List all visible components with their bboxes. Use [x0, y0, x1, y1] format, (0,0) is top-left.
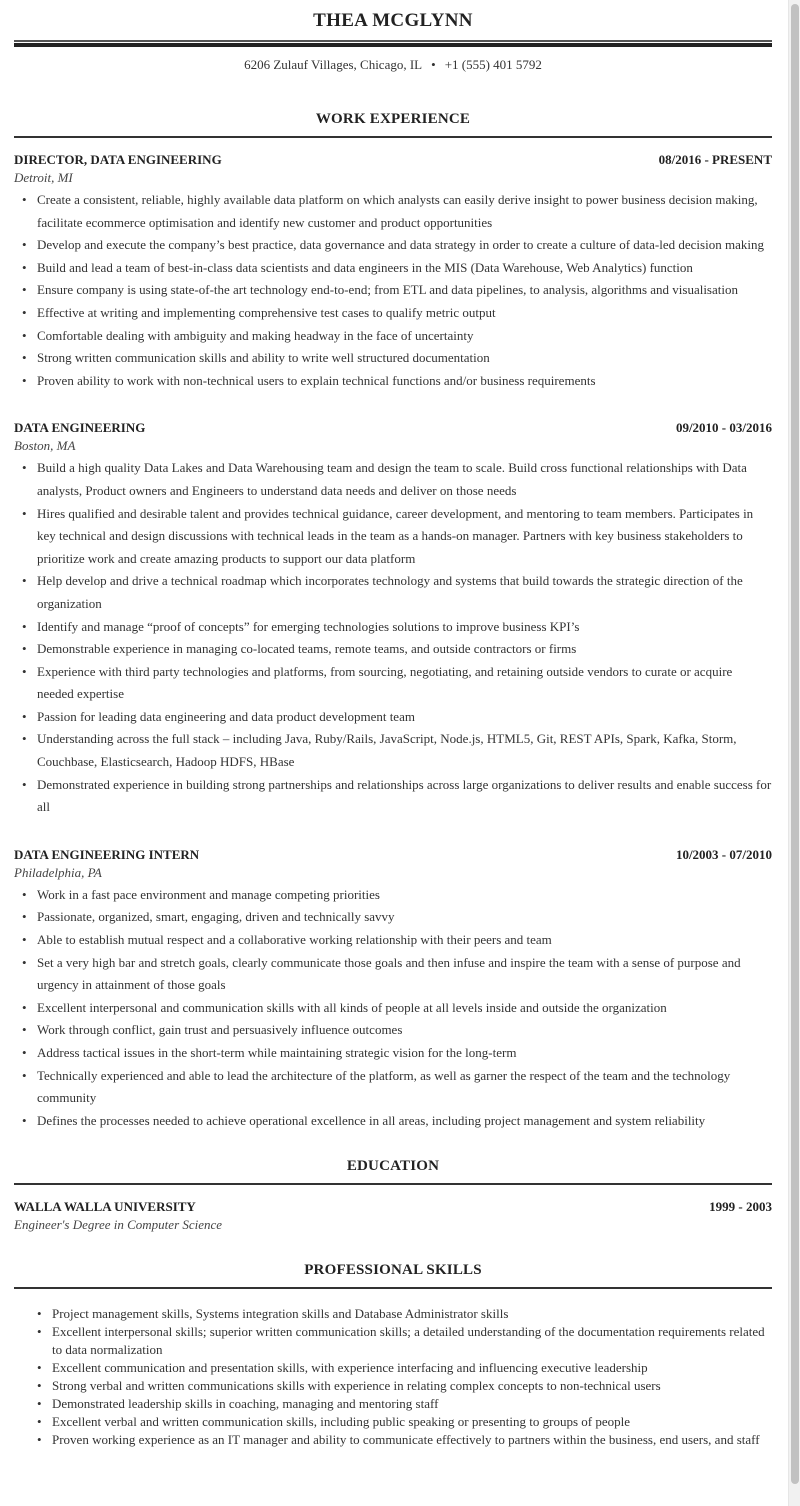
job-bullet: • Passionate, organized, smart, engaging, driven and technically savvy: [14, 906, 772, 929]
job-bullet-list: [14, 189, 772, 392]
job-bullet: • Set a very high bar and stretch goals, clearly communicate those goals and then infuse and inspire the team with a sense of purpose and urgency in attainment of those goals: [14, 952, 772, 997]
scrollbar-thumb[interactable]: [791, 4, 799, 1484]
job-bullet: • Hires qualified and desirable talent and provides technical guidance, career development, and mentoring to team members. Participates in key technical and design discussions with technical leads in the team as a hands-on manager. Partners with key business stakeholders to prioritize work and create amazing products to support our data platform: [14, 503, 772, 571]
job-bullet: • Build a high quality Data Lakes and Data Warehousing team and design the team to scale. Build cross functional relationships with Data analysts, Product owners and Engineers to understand data needs and deliver on those needs: [14, 457, 772, 502]
job-title: DIRECTOR, DATA ENGINEERING: [14, 152, 222, 167]
school-name: WALLA WALLA UNIVERSITY: [14, 1199, 196, 1215]
job-header: [14, 420, 772, 438]
work-experience-section: [14, 111, 772, 1132]
job-bullet: • Build and lead a team of best-in-class data scientists and data engineers in the MIS (Data Warehouse, Web Analytics) function: [14, 257, 772, 280]
skill-item: • Proven working experience as an IT manager and ability to communicate effectively to partners within the business, end users, and staff: [14, 1431, 772, 1449]
job-bullet: • Help develop and drive a technical roadmap which incorporates technology and systems that build towards the strategic direction of the organization: [14, 570, 772, 615]
education-header: [14, 1199, 772, 1217]
job-title: DATA ENGINEERING INTERN: [14, 846, 200, 862]
job-bullet: • Excellent interpersonal and communication skills with all kinds of people at all levels inside and outside the organization: [14, 997, 772, 1020]
job-bullet: • Technically experienced and able to lead the architecture of the platform, as well as garner the respect of the team and the technology community: [14, 1065, 772, 1110]
skill-item: • Strong verbal and written communications skills with experience in relating complex concepts to non-technical users: [14, 1377, 772, 1395]
section-rule: [14, 1183, 772, 1185]
job-entry: [14, 420, 772, 819]
job-bullet: • Work through conflict, gain trust and persuasively influence outcomes: [14, 1019, 772, 1042]
job-title: DATA ENGINEERING: [14, 420, 146, 436]
job-entry: [14, 847, 772, 1133]
degree: Engineer's Degree in Computer Science: [14, 1217, 223, 1233]
section-rule: [14, 1287, 772, 1289]
job-location: Detroit, MI: [14, 170, 73, 185]
job-bullet: • Create a consistent, reliable, highly available data platform on which analysts can easily derive insight to power business decision making, facilitate ecommerce optimisation and identify new customer and product opportunities: [14, 189, 772, 234]
header-rule-thin: [14, 40, 772, 42]
job-dates: 08/2016 - PRESENT: [658, 152, 772, 167]
job-bullet: • Comfortable dealing with ambiguity and making headway in the face of uncertainty: [14, 325, 772, 348]
job-bullet: • Demonstrated experience in building strong partnerships and relationships across large organizations to deliver results and enable success for all: [14, 774, 772, 819]
job-location: Philadelphia, PA: [14, 864, 102, 880]
job-bullet: • Develop and execute the company’s best practice, data governance and data strategy in order to create a culture of data-led decision making: [14, 234, 772, 257]
job-bullet: • Effective at writing and implementing comprehensive test cases to qualify metric output: [14, 302, 772, 325]
job-bullet: • Able to establish mutual respect and a collaborative working relationship with their peers and team: [14, 929, 772, 952]
job-header: [14, 847, 772, 865]
section-title-skills: PROFESSIONAL SKILLS: [304, 1262, 482, 1279]
job-bullet: • Address tactical issues in the short-term while maintaining strategic vision for the long-term: [14, 1042, 772, 1065]
job-bullet: • Experience with third party technologies and platforms, from sourcing, negotiating, and retaining outside vendors to curate or acquire needed expertise: [14, 661, 772, 706]
header-rule-thick: [14, 43, 772, 47]
job-location: Boston, MA: [14, 438, 76, 454]
job-dates: 09/2010 - 03/2016: [675, 420, 772, 436]
section-rule: [14, 136, 772, 138]
contact-separator: •: [431, 57, 436, 72]
skill-item: • Demonstrated leadership skills in coaching, managing and mentoring staff: [14, 1395, 772, 1413]
header-double-rule: [14, 40, 772, 48]
job-bullet: • Ensure company is using state-of-the art technology end-to-end; from ETL and data pipelines, to analysis, algorithms and visualisation: [14, 279, 772, 302]
education-entry: [14, 1199, 772, 1235]
job-bullet: • Proven ability to work with non-technical users to explain technical functions and/or business requirements: [14, 370, 772, 393]
skills-section: [14, 1262, 772, 1449]
education-section: [14, 1158, 772, 1235]
resume-page: [14, 0, 772, 1449]
job-bullet-list: [14, 884, 772, 1133]
job-bullet-list: [14, 457, 772, 819]
contact-line: [14, 57, 772, 77]
job-header: [14, 152, 772, 170]
job-bullet: • Passion for leading data engineering and data product development team: [14, 706, 772, 729]
skill-item: • Excellent interpersonal skills; superior written communication skills; a detailed understanding of the documentation requirements related to data normalization: [14, 1323, 772, 1359]
vertical-scrollbar[interactable]: [788, 0, 800, 1506]
job-bullet: • Strong written communication skills and ability to write well structured documentation: [14, 347, 772, 370]
candidate-name: THEA MCGLYNN: [313, 10, 473, 31]
skill-item: • Excellent communication and presentation skills, with experience interfacing and influencing executive leadership: [14, 1359, 772, 1377]
job-bullet: • Defines the processes needed to achieve operational excellence in all areas, including project management and system reliability: [14, 1110, 772, 1133]
contact-address: 6206 Zulauf Villages, Chicago, IL: [244, 57, 423, 72]
section-title-education: EDUCATION: [346, 1158, 440, 1175]
job-bullet: • Identify and manage “proof of concepts” for emerging technologies solutions to improve business KPI’s: [14, 616, 772, 639]
skill-item: • Excellent verbal and written communication skills, including public speaking or presenting to groups of people: [14, 1413, 772, 1431]
job-dates: 10/2003 - 07/2010: [675, 846, 772, 862]
skills-list: [14, 1305, 772, 1449]
section-title-work-experience: WORK EXPERIENCE: [315, 111, 471, 127]
job-bullet: • Work in a fast pace environment and manage competing priorities: [14, 884, 772, 907]
job-entry: [14, 152, 772, 392]
job-bullet: • Demonstrable experience in managing co-located teams, remote teams, and outside contractors or firms: [14, 638, 772, 661]
contact-phone: +1 (555) 401 5792: [444, 57, 542, 72]
education-dates: 1999 - 2003: [709, 1199, 772, 1215]
job-bullet: • Understanding across the full stack – including Java, Ruby/Rails, JavaScript, Node.js, HTML5, Git, REST APIs, Spark, Kafka, Storm, Couchbase, Elasticsearch, Hadoop HDFS, HBase: [14, 728, 772, 773]
skill-item: • Project management skills, Systems integration skills and Database Administrator skills: [14, 1305, 772, 1323]
